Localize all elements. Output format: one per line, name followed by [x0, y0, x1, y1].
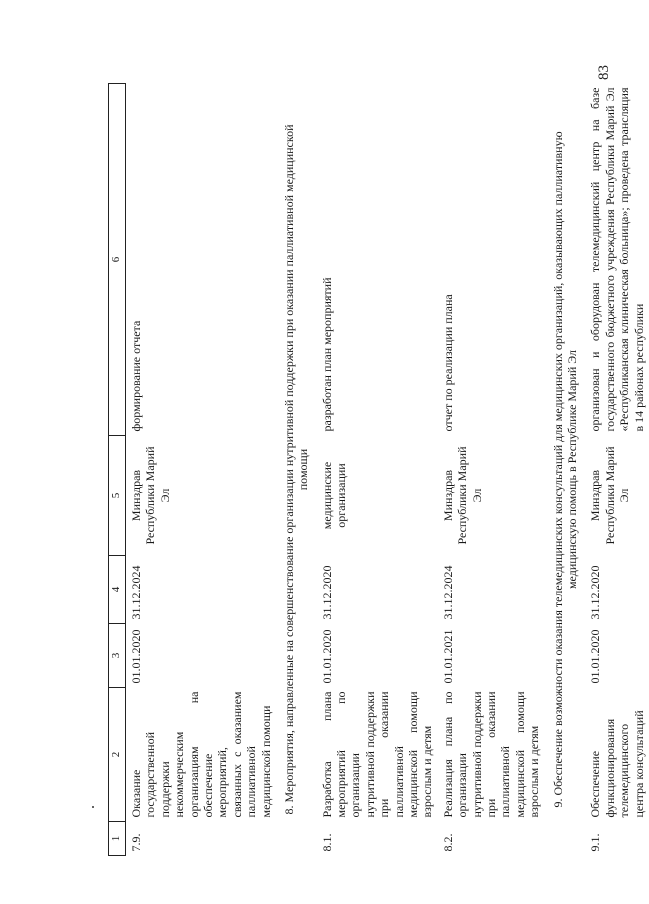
row-result: отчет по реализации плана: [440, 294, 455, 432]
row-action: Реализация плана по организации нутритивной поддержки при оказании паллиативной медицинской помощи взрослым и детям: [440, 691, 542, 818]
row-number: 7.9.: [129, 833, 143, 852]
header-cell: 4: [109, 556, 126, 624]
row-responsible: медицинские организации: [319, 461, 349, 530]
row-end-date: 31.12.2020: [588, 565, 603, 620]
scan-dot: [92, 806, 94, 808]
row-end-date: 31.12.2024: [129, 565, 143, 620]
row-end-date: 31.12.2020: [319, 565, 334, 620]
section-heading-row: [545, 84, 586, 856]
row-start-date: 01.01.2020: [588, 629, 603, 684]
table-row: [126, 84, 276, 856]
row-number: 8.2.: [440, 833, 455, 852]
header-cell: 3: [109, 624, 126, 688]
table-row: [317, 84, 438, 856]
section-heading: 8. Мероприятия, направленные на совершенствование организации нутритивной поддержки при оказании паллиативной медицинской помощи: [281, 124, 311, 815]
row-result: формирование отчета: [129, 320, 143, 432]
row-result: разработан план мероприятий: [319, 277, 334, 432]
rotated-table-area: [108, 84, 646, 856]
row-end-date: 31.12.2024: [440, 565, 455, 620]
header-cell: 2: [109, 688, 126, 822]
row-responsible: Минздрав Республики Марий Эл: [440, 446, 484, 545]
row-responsible: Минздрав Республики Марий Эл: [129, 446, 172, 545]
section-heading-row: [276, 84, 317, 856]
row-action: Обеспечение функционирования телемедицинского центра консультаций: [588, 710, 646, 818]
row-number: 8.1.: [319, 833, 334, 852]
row-start-date: 01.01.2020: [319, 629, 334, 684]
row-number: 9.1.: [588, 833, 603, 852]
row-action: Оказание государственной поддержки некоммерческим организациям на обеспечение мероприятий, связанных с оказанием паллиативной медицинской помощи: [129, 691, 273, 818]
row-action: Разработка плана мероприятий по организации нутритивной поддержки при оказании паллиативной медицинской помощи взрослым и детям: [319, 691, 435, 818]
table-row: [585, 84, 649, 856]
measures-table: [108, 83, 649, 856]
row-start-date: 01.01.2020: [129, 629, 143, 684]
column-number-header: [109, 84, 126, 856]
table-row: [438, 84, 545, 856]
row-responsible: Минздрав Республики Марий Эл: [588, 446, 632, 545]
header-cell: 5: [109, 436, 126, 556]
row-result: организован и оборудован телемедицинский центр на базе государственного бюджетного учреждения Республики Марий Эл «Республиканская клиническая больница»; проведена трансляция в 14 районах республики: [588, 87, 646, 432]
page-number: 83: [596, 65, 612, 80]
section-heading: 9. Обеспечение возможности оказания телемедицинских консультаций для медицинских организаций, оказывающих паллиативную медицинскую помощь в Республике Марий Эл: [550, 131, 579, 808]
header-cell: 6: [109, 84, 126, 436]
header-cell: 1: [109, 822, 126, 856]
row-start-date: 01.01.2021: [440, 629, 455, 684]
